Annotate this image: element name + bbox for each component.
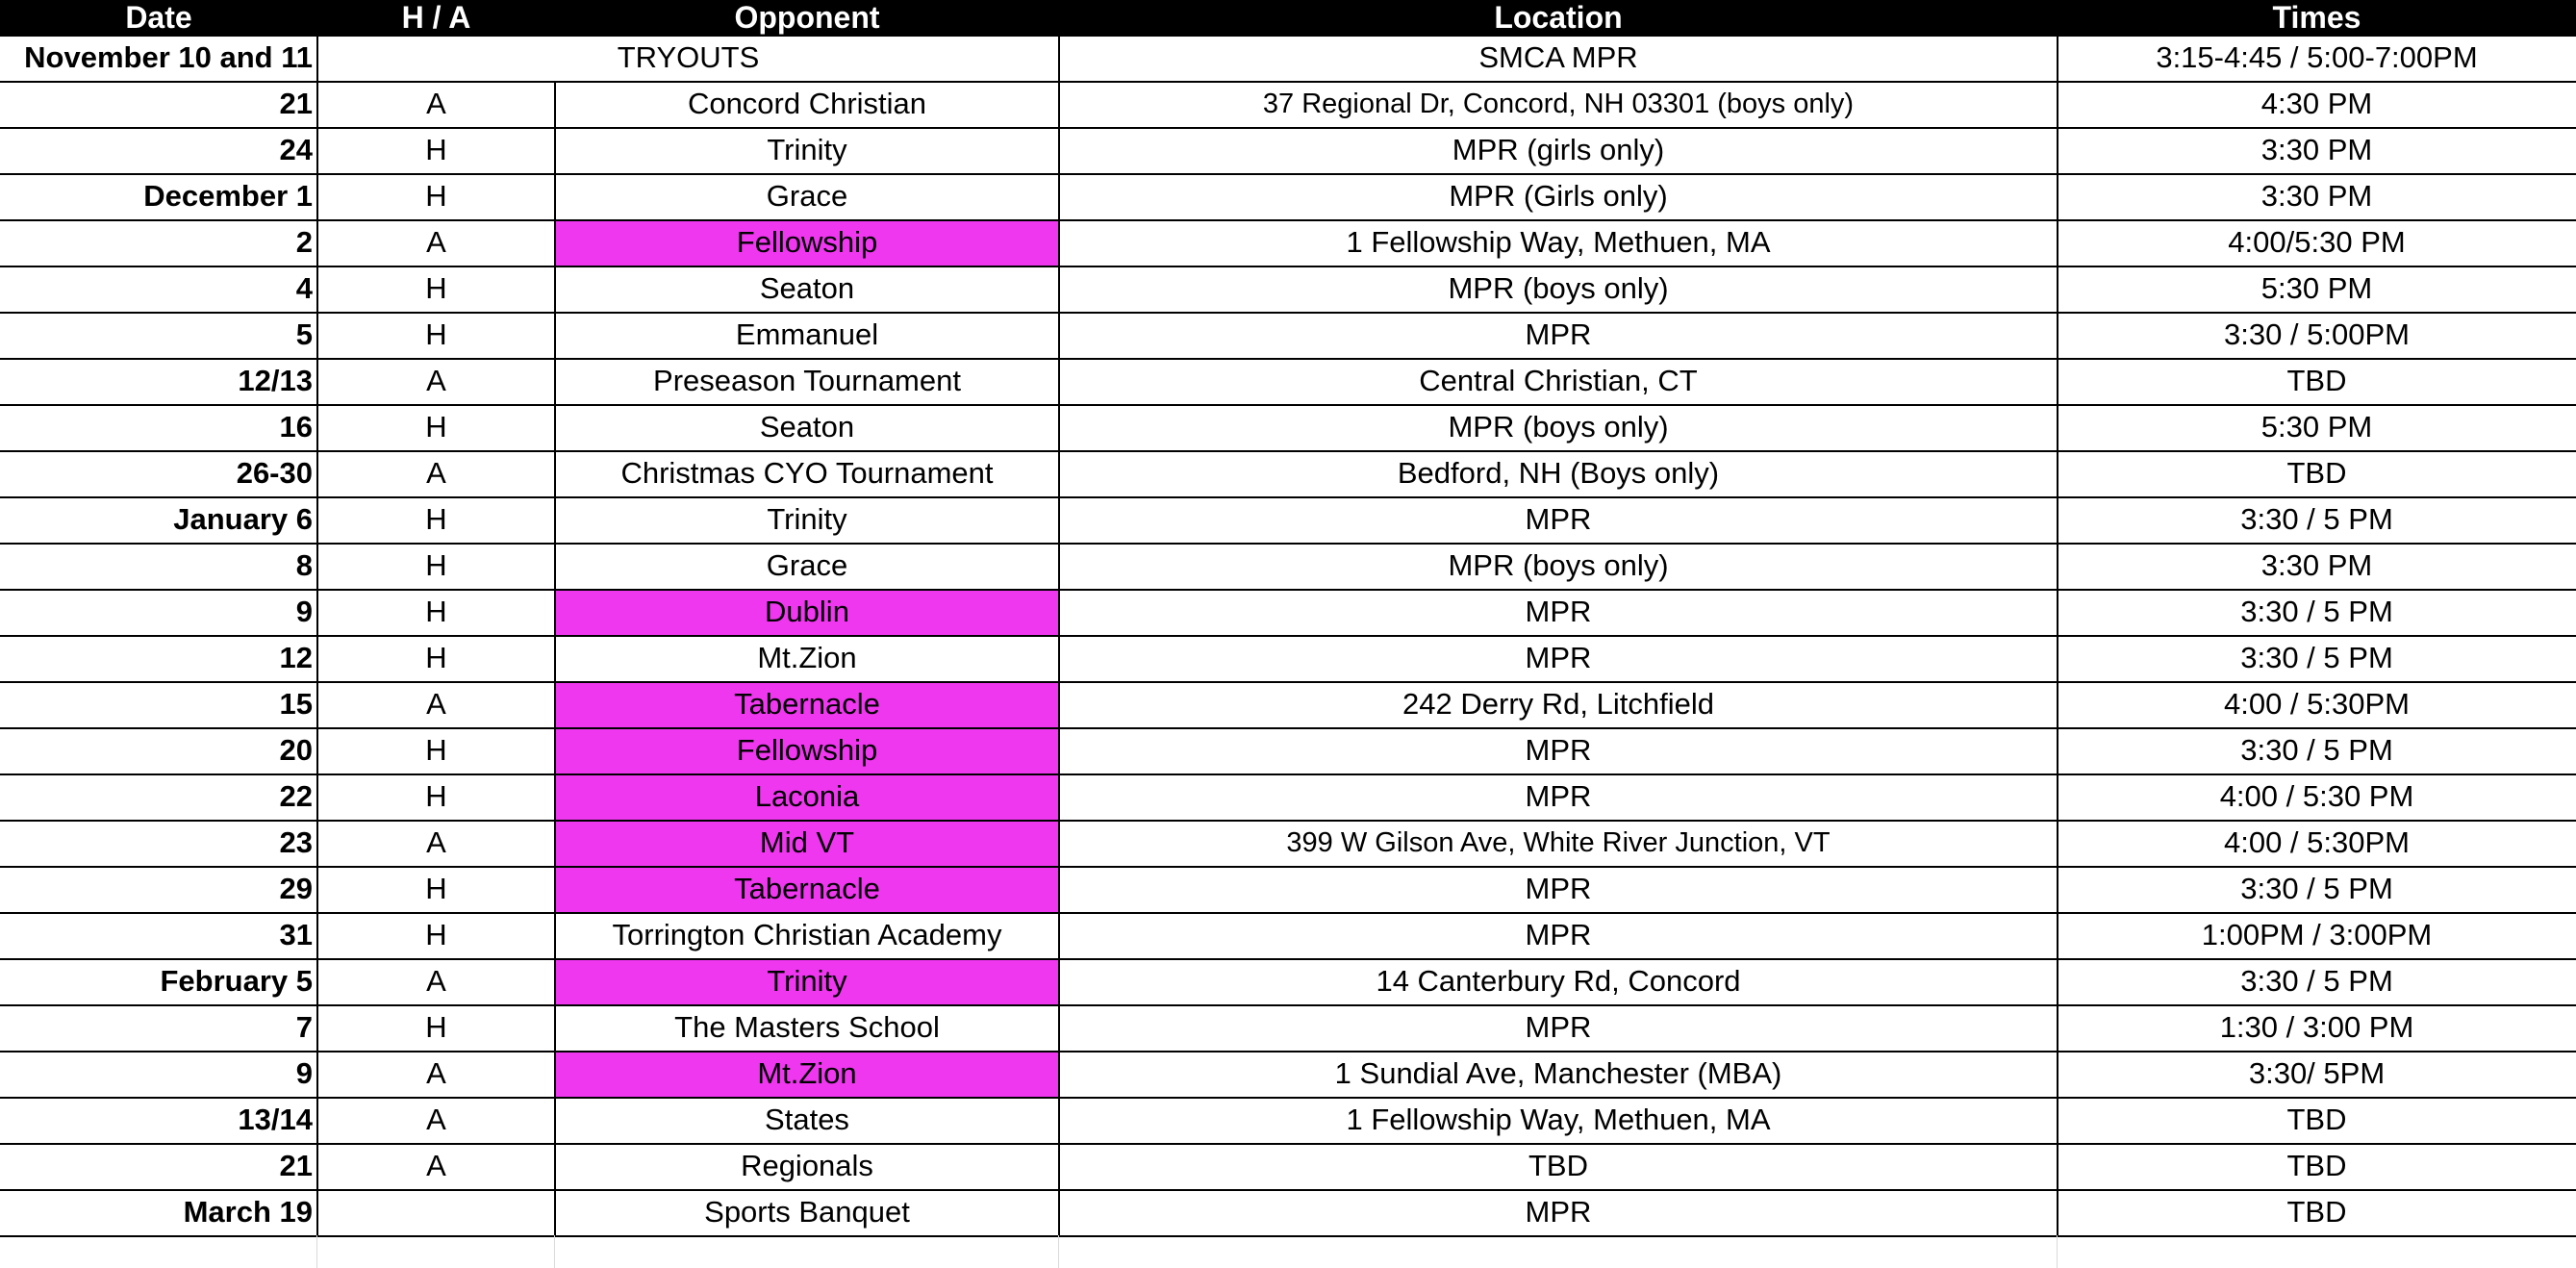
date-cell[interactable]: 29 [279,872,313,905]
header-times[interactable]: Times [2272,0,2361,35]
row-divider [0,635,2576,637]
header-location[interactable]: Location [1494,0,1623,35]
opponent-cell[interactable]: Mt.Zion [757,641,857,674]
header-date[interactable]: Date [125,0,192,35]
home-away-cell[interactable]: H [425,548,447,582]
location-cell[interactable]: 1 Sundial Ave, Manchester (MBA) [1334,1056,1782,1090]
date-cell[interactable]: March 19 [183,1195,313,1229]
home-away-cell[interactable]: H [425,779,447,813]
row-divider [0,1143,2576,1145]
location-cell[interactable]: Bedford, NH (Boys only) [1397,456,1720,490]
times-cell[interactable]: TBD [2286,1103,2347,1136]
date-cell[interactable]: 5 [295,317,313,351]
location-cell[interactable]: MPR (boys only) [1448,410,1669,444]
times-cell[interactable]: 3:30 / 5 PM [2240,964,2393,998]
location-cell[interactable]: SMCA MPR [1478,40,1638,74]
opponent-cell[interactable]: Trinity [767,502,847,536]
location-cell[interactable]: MPR [1525,641,1592,674]
date-cell[interactable]: 15 [279,687,313,721]
location-cell[interactable]: Central Christian, CT [1419,364,1698,397]
table-row [0,127,2576,173]
home-away-cell[interactable]: A [426,364,446,397]
empty-grid-line [2057,1235,2058,1268]
table-row [0,404,2576,450]
table-row [0,589,2576,635]
date-cell[interactable]: 23 [279,825,313,859]
home-away-cell[interactable]: A [426,687,446,721]
times-cell[interactable]: 1:30 / 3:00 PM [2219,1010,2414,1044]
row-divider [0,727,2576,729]
table-row [0,81,2576,127]
table-row [0,173,2576,219]
opponent-cell[interactable]: Grace [766,548,848,582]
home-away-cell[interactable]: H [425,595,447,628]
times-cell[interactable]: TBD [2286,456,2347,490]
date-cell[interactable]: 21 [279,87,313,120]
opponent-cell[interactable]: Christmas CYO Tournament [620,456,994,490]
home-away-cell[interactable]: A [426,1056,446,1090]
row-divider [0,358,2576,360]
row-divider [0,543,2576,545]
opponent-cell[interactable]: Laconia [555,773,1059,820]
home-away-cell[interactable]: H [425,733,447,767]
table-row [0,912,2576,958]
row-divider [0,173,2576,175]
home-away-cell[interactable]: H [425,872,447,905]
table-row [0,219,2576,266]
home-away-cell[interactable]: A [426,456,446,490]
location-cell[interactable]: MPR (girls only) [1452,133,1665,166]
date-cell[interactable]: February 5 [160,964,313,998]
row-divider [0,81,2576,83]
location-cell[interactable]: 14 Canterbury Rd, Concord [1376,964,1741,998]
home-away-cell[interactable]: H [425,502,447,536]
location-cell[interactable]: MPR [1525,733,1592,767]
opponent-cell[interactable]: Seaton [759,271,855,305]
opponent-cell[interactable]: Tabernacle [555,866,1059,912]
date-cell[interactable]: 2 [295,225,313,259]
table-row [0,496,2576,543]
table-row [0,35,2576,81]
opponent-cell[interactable]: Seaton [759,410,855,444]
header-home-away[interactable]: H / A [401,0,471,35]
opponent-cell[interactable]: Regionals [741,1149,873,1182]
times-cell[interactable]: 1:00PM / 3:00PM [2201,918,2433,951]
home-away-cell[interactable]: H [425,179,447,213]
row-divider [0,958,2576,960]
row-divider [0,35,2576,37]
location-cell[interactable]: 242 Derry Rd, Litchfield [1402,687,1714,721]
empty-grid-line [316,1235,317,1268]
table-row [0,1051,2576,1097]
column-divider [316,35,318,1235]
table-row [0,635,2576,681]
opponent-cell[interactable]: Concord Christian [687,87,927,120]
location-cell[interactable]: MPR [1525,918,1592,951]
table-row [0,543,2576,589]
row-divider [0,866,2576,868]
opponent-cell[interactable]: Trinity [767,133,847,166]
times-cell[interactable]: TBD [2286,1149,2347,1182]
times-cell[interactable]: 3:30 / 5 PM [2240,595,2393,628]
location-cell[interactable]: MPR (boys only) [1448,271,1669,305]
times-cell[interactable]: 4:00 / 5:30PM [2223,687,2410,721]
opponent-cell[interactable]: Preseason Tournament [653,364,961,397]
opponent-cell[interactable]: Fellowship [555,219,1059,266]
date-cell[interactable]: 7 [295,1010,313,1044]
table-row [0,1143,2576,1189]
column-divider [1058,35,1060,1235]
empty-grid-line [554,1235,555,1268]
times-cell[interactable]: 3:30 / 5 PM [2240,872,2393,905]
times-cell[interactable]: 3:30/ 5PM [2248,1056,2386,1090]
times-cell[interactable]: 4:00/5:30 PM [2228,225,2406,259]
row-divider [0,312,2576,314]
location-cell[interactable]: MPR [1525,1010,1592,1044]
table-row [0,266,2576,312]
date-cell[interactable]: 26-30 [236,456,313,490]
row-divider [0,1235,2576,1237]
home-away-cell[interactable]: H [425,133,447,166]
table-row [0,1097,2576,1143]
home-away-cell[interactable]: H [425,1010,447,1044]
row-divider [0,1004,2576,1006]
row-divider [0,404,2576,406]
table-row [0,958,2576,1004]
times-cell[interactable]: TBD [2286,1195,2347,1229]
row-divider [0,1051,2576,1052]
row-divider [0,681,2576,683]
row-divider [0,127,2576,129]
times-cell[interactable]: 3:30 PM [2260,133,2373,166]
home-away-cell[interactable] [317,1189,555,1235]
table-row [0,727,2576,773]
location-cell[interactable]: 37 Regional Dr, Concord, NH 03301 (boys only) [1262,88,1855,119]
column-divider [554,81,556,1235]
row-divider [0,219,2576,221]
location-cell[interactable]: MPR [1525,317,1592,351]
row-divider [0,820,2576,822]
opponent-cell[interactable]: The Masters School [674,1010,940,1044]
row-divider [0,589,2576,591]
table-row [0,450,2576,496]
location-cell[interactable]: MPR (Girls only) [1449,179,1668,213]
times-cell[interactable]: 3:30 / 5:00PM [2223,317,2410,351]
home-away-cell[interactable]: A [426,825,446,859]
date-cell[interactable]: 22 [279,779,313,813]
location-cell[interactable]: 399 W Gilson Ave, White River Junction, VT [1286,826,1831,858]
row-divider [0,773,2576,775]
date-cell[interactable]: 4 [295,271,313,305]
date-cell[interactable]: 16 [279,410,313,444]
row-divider [0,1097,2576,1099]
home-away-cell[interactable]: H [425,317,447,351]
table-row [0,312,2576,358]
home-away-cell[interactable]: H [425,918,447,951]
times-cell[interactable]: 3:30 / 5 PM [2240,733,2393,767]
row-divider [0,266,2576,267]
row-divider [0,450,2576,452]
location-cell[interactable]: MPR (boys only) [1448,548,1669,582]
times-cell[interactable]: 5:30 PM [2260,410,2373,444]
location-cell[interactable]: MPR [1525,595,1592,628]
home-away-cell[interactable]: H [425,410,447,444]
date-cell[interactable]: 31 [279,918,313,951]
times-cell[interactable]: 5:30 PM [2260,271,2373,305]
table-row [0,773,2576,820]
table-row [0,681,2576,727]
row-divider [0,496,2576,498]
home-away-cell[interactable]: H [425,271,447,305]
date-cell[interactable]: January 6 [173,502,313,536]
times-cell[interactable]: 4:00 / 5:30PM [2223,825,2410,859]
home-away-cell[interactable]: A [426,1103,446,1136]
date-cell[interactable]: 20 [279,733,313,767]
opponent-cell[interactable]: States [765,1103,849,1136]
opponent-cell[interactable]: Emmanuel [735,317,879,351]
header-row [0,0,2576,37]
times-cell[interactable]: 3:30 / 5 PM [2240,502,2393,536]
times-cell[interactable]: 4:30 PM [2260,87,2373,120]
opponent-cell[interactable]: Sports Banquet [704,1195,910,1229]
date-cell[interactable]: 12/13 [238,364,313,397]
opponent-cell[interactable]: Mt.Zion [555,1051,1059,1097]
opponent-cell[interactable]: Dublin [555,589,1059,635]
table-row [0,866,2576,912]
location-cell[interactable]: MPR [1525,1195,1592,1229]
times-cell[interactable]: TBD [2286,364,2347,397]
table-row [0,820,2576,866]
date-cell[interactable]: 9 [295,1056,313,1090]
home-away-cell[interactable]: H [425,641,447,674]
date-cell[interactable]: 9 [295,595,313,628]
opponent-cell[interactable]: Torrington Christian Academy [612,918,1002,951]
opponent-cell[interactable]: Fellowship [555,727,1059,773]
row-divider [0,912,2576,914]
table-row [0,1004,2576,1051]
location-cell[interactable]: TBD [1528,1149,1588,1182]
times-cell[interactable]: 3:30 / 5 PM [2240,641,2393,674]
times-cell[interactable]: 3:30 PM [2260,548,2373,582]
date-cell[interactable]: 24 [279,133,313,166]
date-cell[interactable]: December 1 [143,179,313,213]
table-row [0,1189,2576,1235]
date-cell[interactable]: November 10 and 11 [24,40,313,74]
date-cell[interactable]: 12 [279,641,313,674]
empty-grid-line [1058,1235,1059,1268]
location-cell[interactable]: 1 Fellowship Way, Methuen, MA [1346,1103,1771,1136]
location-cell[interactable]: MPR [1525,502,1592,536]
date-cell[interactable]: 13/14 [238,1103,313,1136]
date-cell[interactable]: 21 [279,1149,313,1182]
column-divider [2057,35,2058,1235]
date-cell[interactable]: 8 [295,548,313,582]
location-cell[interactable]: 1 Fellowship Way, Methuen, MA [1346,225,1771,259]
opponent-cell[interactable]: Tabernacle [555,681,1059,727]
home-away-cell[interactable]: A [426,87,446,120]
times-cell[interactable]: 4:00 / 5:30 PM [2219,779,2414,813]
opponent-cell[interactable]: Mid VT [555,820,1059,866]
table-row [0,358,2576,404]
home-away-cell[interactable]: A [426,1149,446,1182]
location-cell[interactable]: MPR [1525,872,1592,905]
times-cell[interactable]: 3:30 PM [2260,179,2373,213]
header-opponent[interactable]: Opponent [734,0,880,35]
opponent-cell[interactable]: TRYOUTS [617,40,760,74]
opponent-cell[interactable]: Trinity [555,958,1059,1004]
home-away-cell[interactable]: A [426,225,446,259]
location-cell[interactable]: MPR [1525,779,1592,813]
times-cell[interactable]: 3:15-4:45 / 5:00-7:00PM [2156,40,2478,74]
opponent-cell[interactable]: Grace [766,179,848,213]
row-divider [0,1189,2576,1191]
home-away-cell[interactable]: A [426,964,446,998]
